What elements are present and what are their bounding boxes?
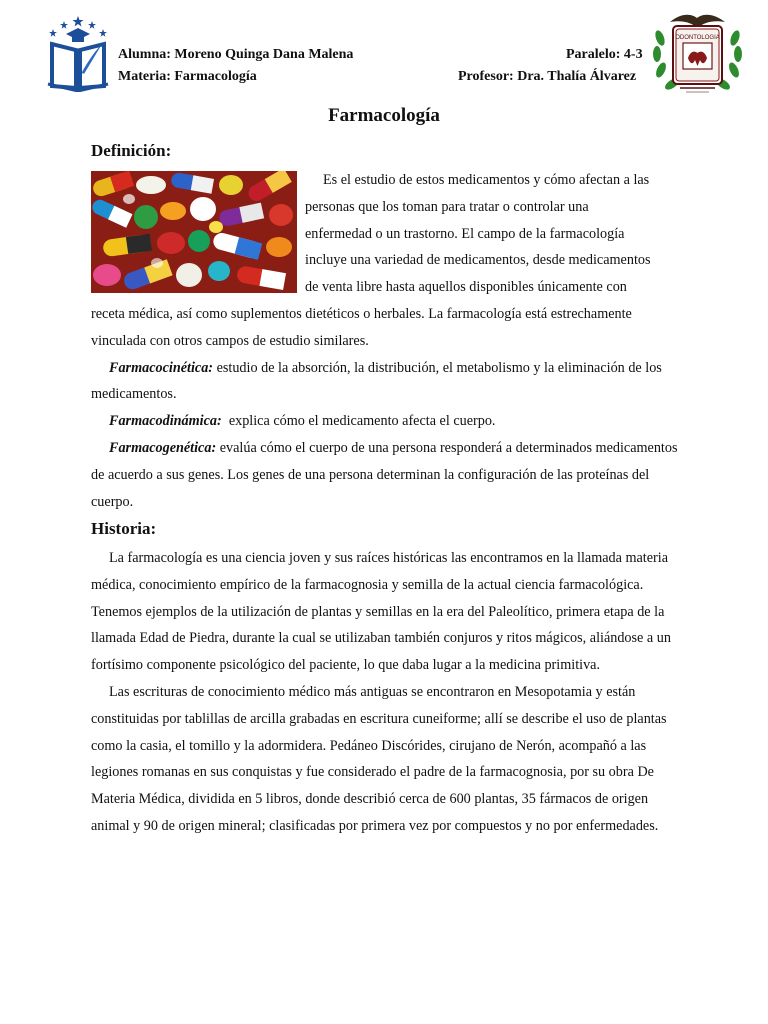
historia-heading: Historia: (91, 519, 157, 538)
course-name: Materia: Farmacología (118, 69, 257, 84)
page-title: Farmacología (328, 105, 440, 126)
odontologia-eagle-seal-icon (650, 8, 745, 98)
definicion-line: de venta libre hasta aquellos disponibles únicamente con (305, 279, 627, 296)
farmacogenetica-term: Farmacogenética: (109, 439, 217, 456)
farmacodinamica-text: explica cómo el medicamento afecta el cuerpo. (221, 413, 496, 430)
definicion-heading: Definición: (91, 141, 172, 160)
farmacogenetica-item (91, 435, 681, 515)
definicion-line: enfermedad o un trastorno. El campo de la farmacología (305, 225, 625, 242)
seal-text: ODONTOLOGIA (675, 35, 720, 41)
teacher-name: Profesor: Dra. Thalía Álvarez (458, 69, 637, 84)
university-book-logo-icon (44, 12, 112, 92)
colorful-pills-photo (91, 171, 297, 293)
definicion-line: personas que los toman para tratar o controlar una (305, 198, 589, 215)
farmacodinamica-term: Farmacodinámica: (109, 413, 222, 430)
farmacocinetica-term: Farmacocinética: (109, 359, 214, 376)
farmacocinetica-item (91, 355, 681, 409)
definicion-wrapped-text (305, 167, 685, 301)
definicion-line: Es el estudio de estos medicamentos y cómo afectan a las (323, 172, 650, 188)
student-name: Alumna: Moreno Quinga Dana Malena (118, 47, 354, 62)
historia-body (91, 545, 681, 840)
farmacocinetica-text: estudio de la absorción, la distribución, el metabolismo y la eliminación de los medicamentos. (91, 359, 662, 403)
historia-paragraph: La farmacología es una ciencia joven y sus raíces históricas las encontramos en la llamada materia médica, conocimiento empírico de la farmacognosia y semilla de la actual ciencia farmacológica. Tenemos ejemplos de la utilización de plantas y semillas en la era del Paleolítico, primera etapa de la llamada Edad de Piedra, durante la cual se utilizaban también conjuros y ritos mágicos, aliándose a un fortísimo componente psicológico del paciente, lo que daba lugar a la medicina primitiva. (91, 550, 671, 674)
definicion-line: incluye una variedad de medicamentos, desde medicamentos (305, 252, 651, 269)
section-label: Paralelo: 4-3 (566, 47, 643, 62)
farmacodinamica-item (91, 408, 681, 435)
farmacogenetica-text: evalúa cómo el cuerpo de una persona responderá a determinados medicamentos de acuerdo a sus genes. Los genes de una persona determinan la configuración de las proteínas del cuerpo. (91, 439, 678, 510)
historia-paragraph: Las escrituras de conocimiento médico más antiguas se encontraron en Mesopotamia y están constituidas por tablillas de arcilla grabadas en escritura cuneiforme; allí se describe el uso de plantas como la casia, el tomillo y la adormidera. Pedáneo Discórides, cirujano de Nerón, acompañó a las legiones romanas en sus conquistas y fue considerado el padre de la farmacognosia, por su obra De Materia Médica, dividida en 5 libros, donde describió cerca de 600 plantas, 35 fármacos de origen animal y 90 de origen mineral; clasificadas por primera vez por compuestos y no por enfermedades. (91, 683, 667, 834)
definicion-continuation: receta médica, así como suplementos dietéticos o herbales. La farmacología está estrechamente vinculada con otros campos de estudio similares. (91, 306, 632, 349)
definicion-body (91, 301, 681, 515)
